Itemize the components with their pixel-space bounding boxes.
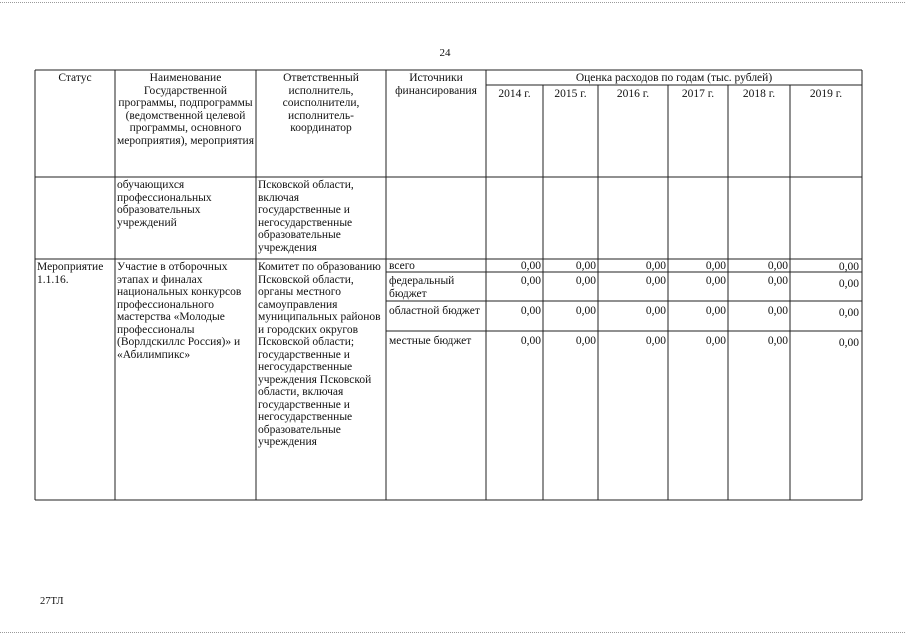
source-total-2015: 0,00 [575, 260, 596, 272]
source-regional-2016: 0,00 [645, 305, 666, 317]
footer-code: 27ТЛ [40, 596, 64, 607]
source-local-2019: 0,00 [838, 337, 859, 349]
header-year-2014: 2014 г. [498, 88, 531, 100]
event-name: Участие в отборочных этапах и финалах национальных конкурсов профессионального мастерства «Молодые профессионалы (Ворлдскиллс Россия)» и «Абилимпикс» [117, 261, 242, 361]
page-number: 24 [439, 47, 451, 59]
source-local-2018: 0,00 [767, 335, 788, 347]
header-program-name: Наименование Государственной программы, подпрограммы (ведомственной целевой программы, основного мероприятия), мероприятия [117, 72, 254, 147]
continuation-responsible: Псковской области, включая государственные и негосударственные образовательные учреждения [258, 179, 354, 254]
source-total-label: всего [389, 260, 415, 272]
source-regional-2015: 0,00 [575, 305, 596, 317]
source-federal-2018: 0,00 [767, 275, 788, 287]
source-federal-2015: 0,00 [575, 275, 596, 287]
source-federal-2019: 0,00 [838, 278, 859, 290]
source-regional-2018: 0,00 [767, 305, 788, 317]
source-regional-2019: 0,00 [838, 307, 859, 319]
source-local-2014: 0,00 [520, 335, 541, 347]
header-status: Статус [58, 72, 92, 84]
source-regional-2017: 0,00 [705, 305, 726, 317]
source-federal-2016: 0,00 [645, 275, 666, 287]
header-year-2015: 2015 г. [554, 88, 587, 100]
source-local-2015: 0,00 [575, 335, 596, 347]
source-federal-label: федеральный бюджет [389, 275, 455, 300]
continuation-name: обучающихся профессиональных образовательных учреждений [117, 179, 212, 229]
source-local-2016: 0,00 [645, 335, 666, 347]
source-local-label: местные бюджет [389, 335, 472, 347]
header-expense-estimate: Оценка расходов по годам (тыс. рублей) [575, 72, 773, 84]
header-responsible: Ответственный исполнитель, соисполнители, исполнитель-координатор [282, 72, 360, 134]
source-total-2017: 0,00 [705, 260, 726, 272]
source-total-2016: 0,00 [645, 260, 666, 272]
event-status: Мероприятие 1.1.16. [37, 261, 104, 286]
header-year-2016: 2016 г. [616, 88, 650, 100]
header-year-2018: 2018 г. [742, 88, 776, 100]
source-regional-label: областной бюджет [389, 305, 480, 317]
header-year-2017: 2017 г. [681, 88, 715, 100]
header-year-2019: 2019 г. [809, 88, 843, 100]
event-responsible: Комитет по образованию Псковской области, органы местного самоуправления муниципальных районов и городских округов Псковской области; государственные и негосударственные учреждения Псковской области, включая государственные и негосударственные образовательные учреждения [258, 261, 381, 448]
source-total-2019: 0,00 [838, 261, 859, 273]
source-federal-2017: 0,00 [705, 275, 726, 287]
source-regional-2014: 0,00 [520, 305, 541, 317]
source-local-2017: 0,00 [705, 335, 726, 347]
source-federal-2014: 0,00 [520, 275, 541, 287]
header-funding-sources: Источники финансирования [395, 72, 477, 97]
source-total-2014: 0,00 [520, 260, 541, 272]
source-total-2018: 0,00 [767, 260, 788, 272]
